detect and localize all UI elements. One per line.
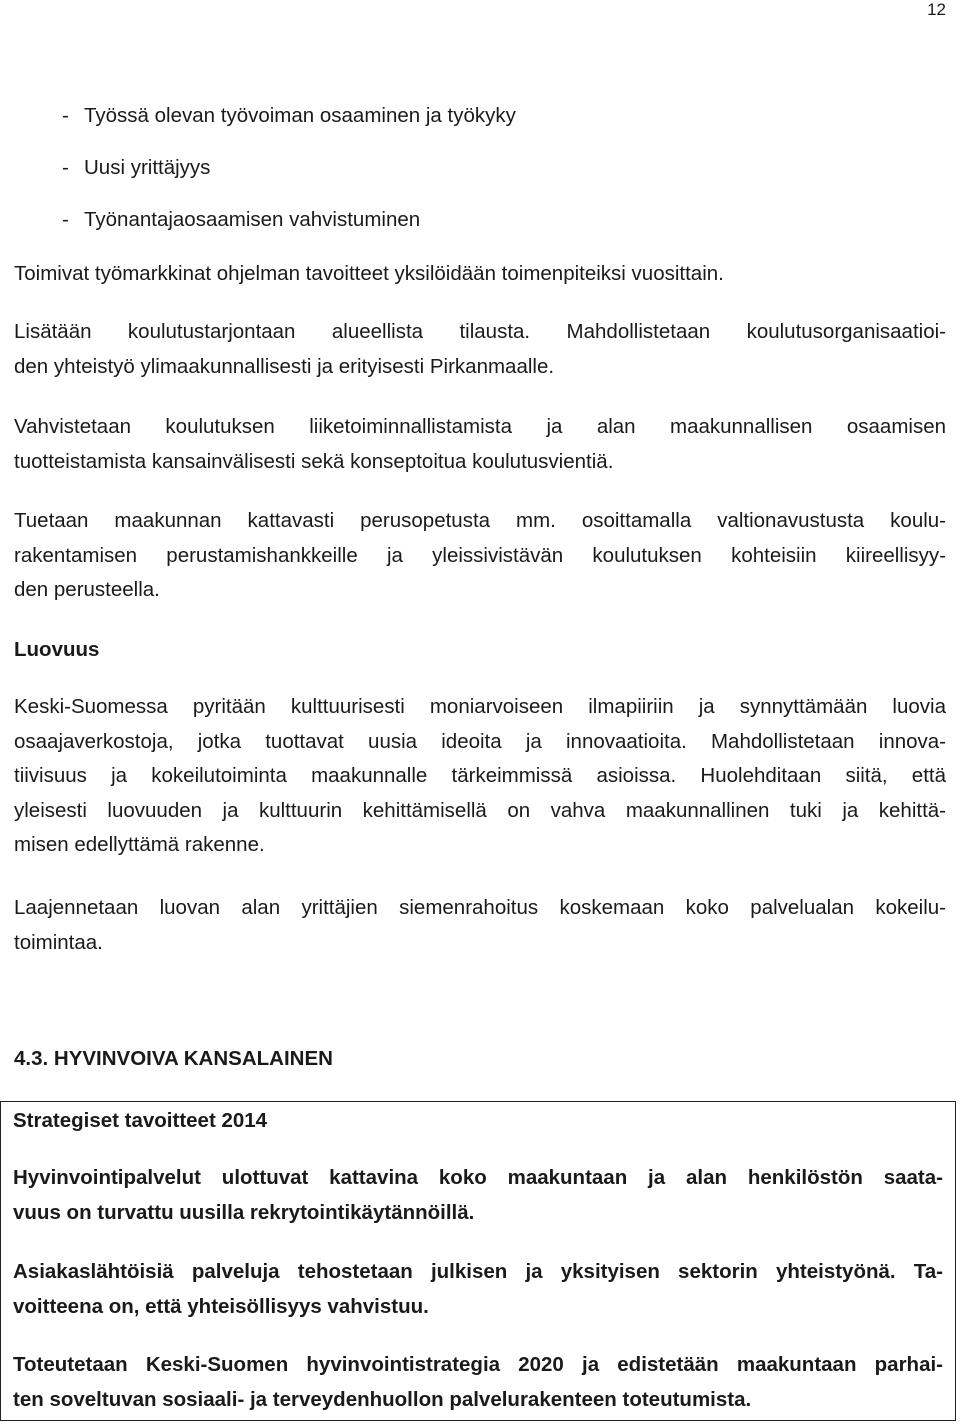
paragraph-line: rakentamisen perustamishankkeille ja yleissivistävän koulutuksen kohteisiin kiireellisyy- <box>14 543 946 567</box>
paragraph-line: den perusteella. <box>14 578 160 601</box>
paragraph-line: Tuetaan maakunnan kattavasti perusopetusta mm. osoittamalla valtionavustusta koulu- <box>14 509 946 532</box>
bullet-list <box>62 103 516 259</box>
paragraph-siemenrahoitus <box>14 891 946 960</box>
page-number: 12 <box>927 0 946 19</box>
goal-line: ten soveltuvan sosiaali- ja terveydenhuollon palvelurakenteen toteutumista. <box>13 1387 752 1411</box>
goal-line: Hyvinvointipalvelut ulottuvat kattavina koko maakuntaan ja alan henkilöstön saata- <box>13 1166 943 1189</box>
paragraph-toimivat <box>14 257 946 292</box>
goal-hyvinvointipalvelut <box>13 1161 943 1230</box>
section-heading-text: 4.3. HYVINVOIVA KANSALAINEN <box>14 1047 333 1070</box>
paragraph-line: Toimivat työmarkkinat ohjelman tavoitteet yksilöidään toimenpiteiksi vuosittain. <box>14 262 724 285</box>
bullet-text: Uusi yrittäjyys <box>84 156 211 179</box>
paragraph-line: Vahvistetaan koulutuksen liiketoiminnallistamista ja alan maakunnallisen osaamisen <box>14 415 946 438</box>
paragraph-line: den yhteistyö ylimaakunnallisesti ja erityisesti Pirkanmaalle. <box>14 354 555 378</box>
bullet-dash: - <box>62 156 69 179</box>
paragraph-line: yleisesti luovuuden ja kulttuurin kehittämisellä on vahva maakunnallinen tuki ja kehittä- <box>14 798 946 822</box>
bullet-dash: - <box>62 208 69 231</box>
paragraph-line: Laajennetaan luovan alan yrittäjien siemenrahoitus koskemaan koko palvelualan kokeilu- <box>14 896 946 919</box>
goal-line: vuus on turvattu uusilla rekrytointikäytännöillä. <box>13 1200 475 1224</box>
paragraph-line: tuotteistamista kansainvälisesti sekä konseptoitua koulutusvientiä. <box>14 449 614 473</box>
goal-line: Toteutetaan Keski-Suomen hyvinvointistrategia 2020 ja edistetään maakuntaan parhai- <box>13 1353 943 1376</box>
paragraph-koulutustarjonta <box>14 315 946 384</box>
paragraph-line: misen edellyttämä rakenne. <box>14 833 265 856</box>
paragraph-line: tiivisuus ja kokeilutoiminta maakunnalle tärkeimmissä asioissa. Huolehditaan siitä, että <box>14 764 946 787</box>
paragraph-perusopetus <box>14 504 946 608</box>
goal-line: Asiakaslähtöisiä palveluja tehostetaan julkisen ja yksityisen sektorin yhteistyönä. Ta- <box>13 1260 943 1283</box>
bullet-text: Työnantajaosaamisen vahvistuminen <box>84 208 421 231</box>
list-item <box>62 207 516 233</box>
goal-line: voitteena on, että yhteisöllisyys vahvistuu. <box>13 1294 429 1318</box>
heading-luovuus <box>14 633 946 668</box>
section-heading <box>14 1042 946 1077</box>
strategic-goals-box <box>0 1101 956 1421</box>
paragraph-vahvistetaan <box>14 410 946 479</box>
paragraph-line: Keski-Suomessa pyritään kulttuurisesti moniarvoiseen ilmapiiriin ja synnyttämään luovia <box>14 695 946 718</box>
list-item <box>62 103 516 129</box>
box-title-text: Strategiset tavoitteet 2014 <box>13 1109 268 1132</box>
bullet-text: Työssä olevan työvoiman osaaminen ja työkyky <box>84 104 516 127</box>
bullet-dash: - <box>62 104 69 127</box>
goal-asiakaslahtoisia <box>13 1255 943 1324</box>
paragraph-line: toimintaa. <box>14 930 103 954</box>
heading-text: Luovuus <box>14 638 100 661</box>
goal-toteutetaan <box>13 1348 943 1417</box>
paragraph-luovuus <box>14 690 946 863</box>
box-title <box>13 1104 943 1139</box>
paragraph-line: Lisätään koulutustarjontaan alueellista tilausta. Mahdollistetaan koulutusorganisaatioi- <box>14 320 946 343</box>
list-item <box>62 155 516 181</box>
paragraph-line: osaajaverkostoja, jotka tuottavat uusia ideoita ja innovaatioita. Mahdollistetaan innova- <box>14 729 946 753</box>
